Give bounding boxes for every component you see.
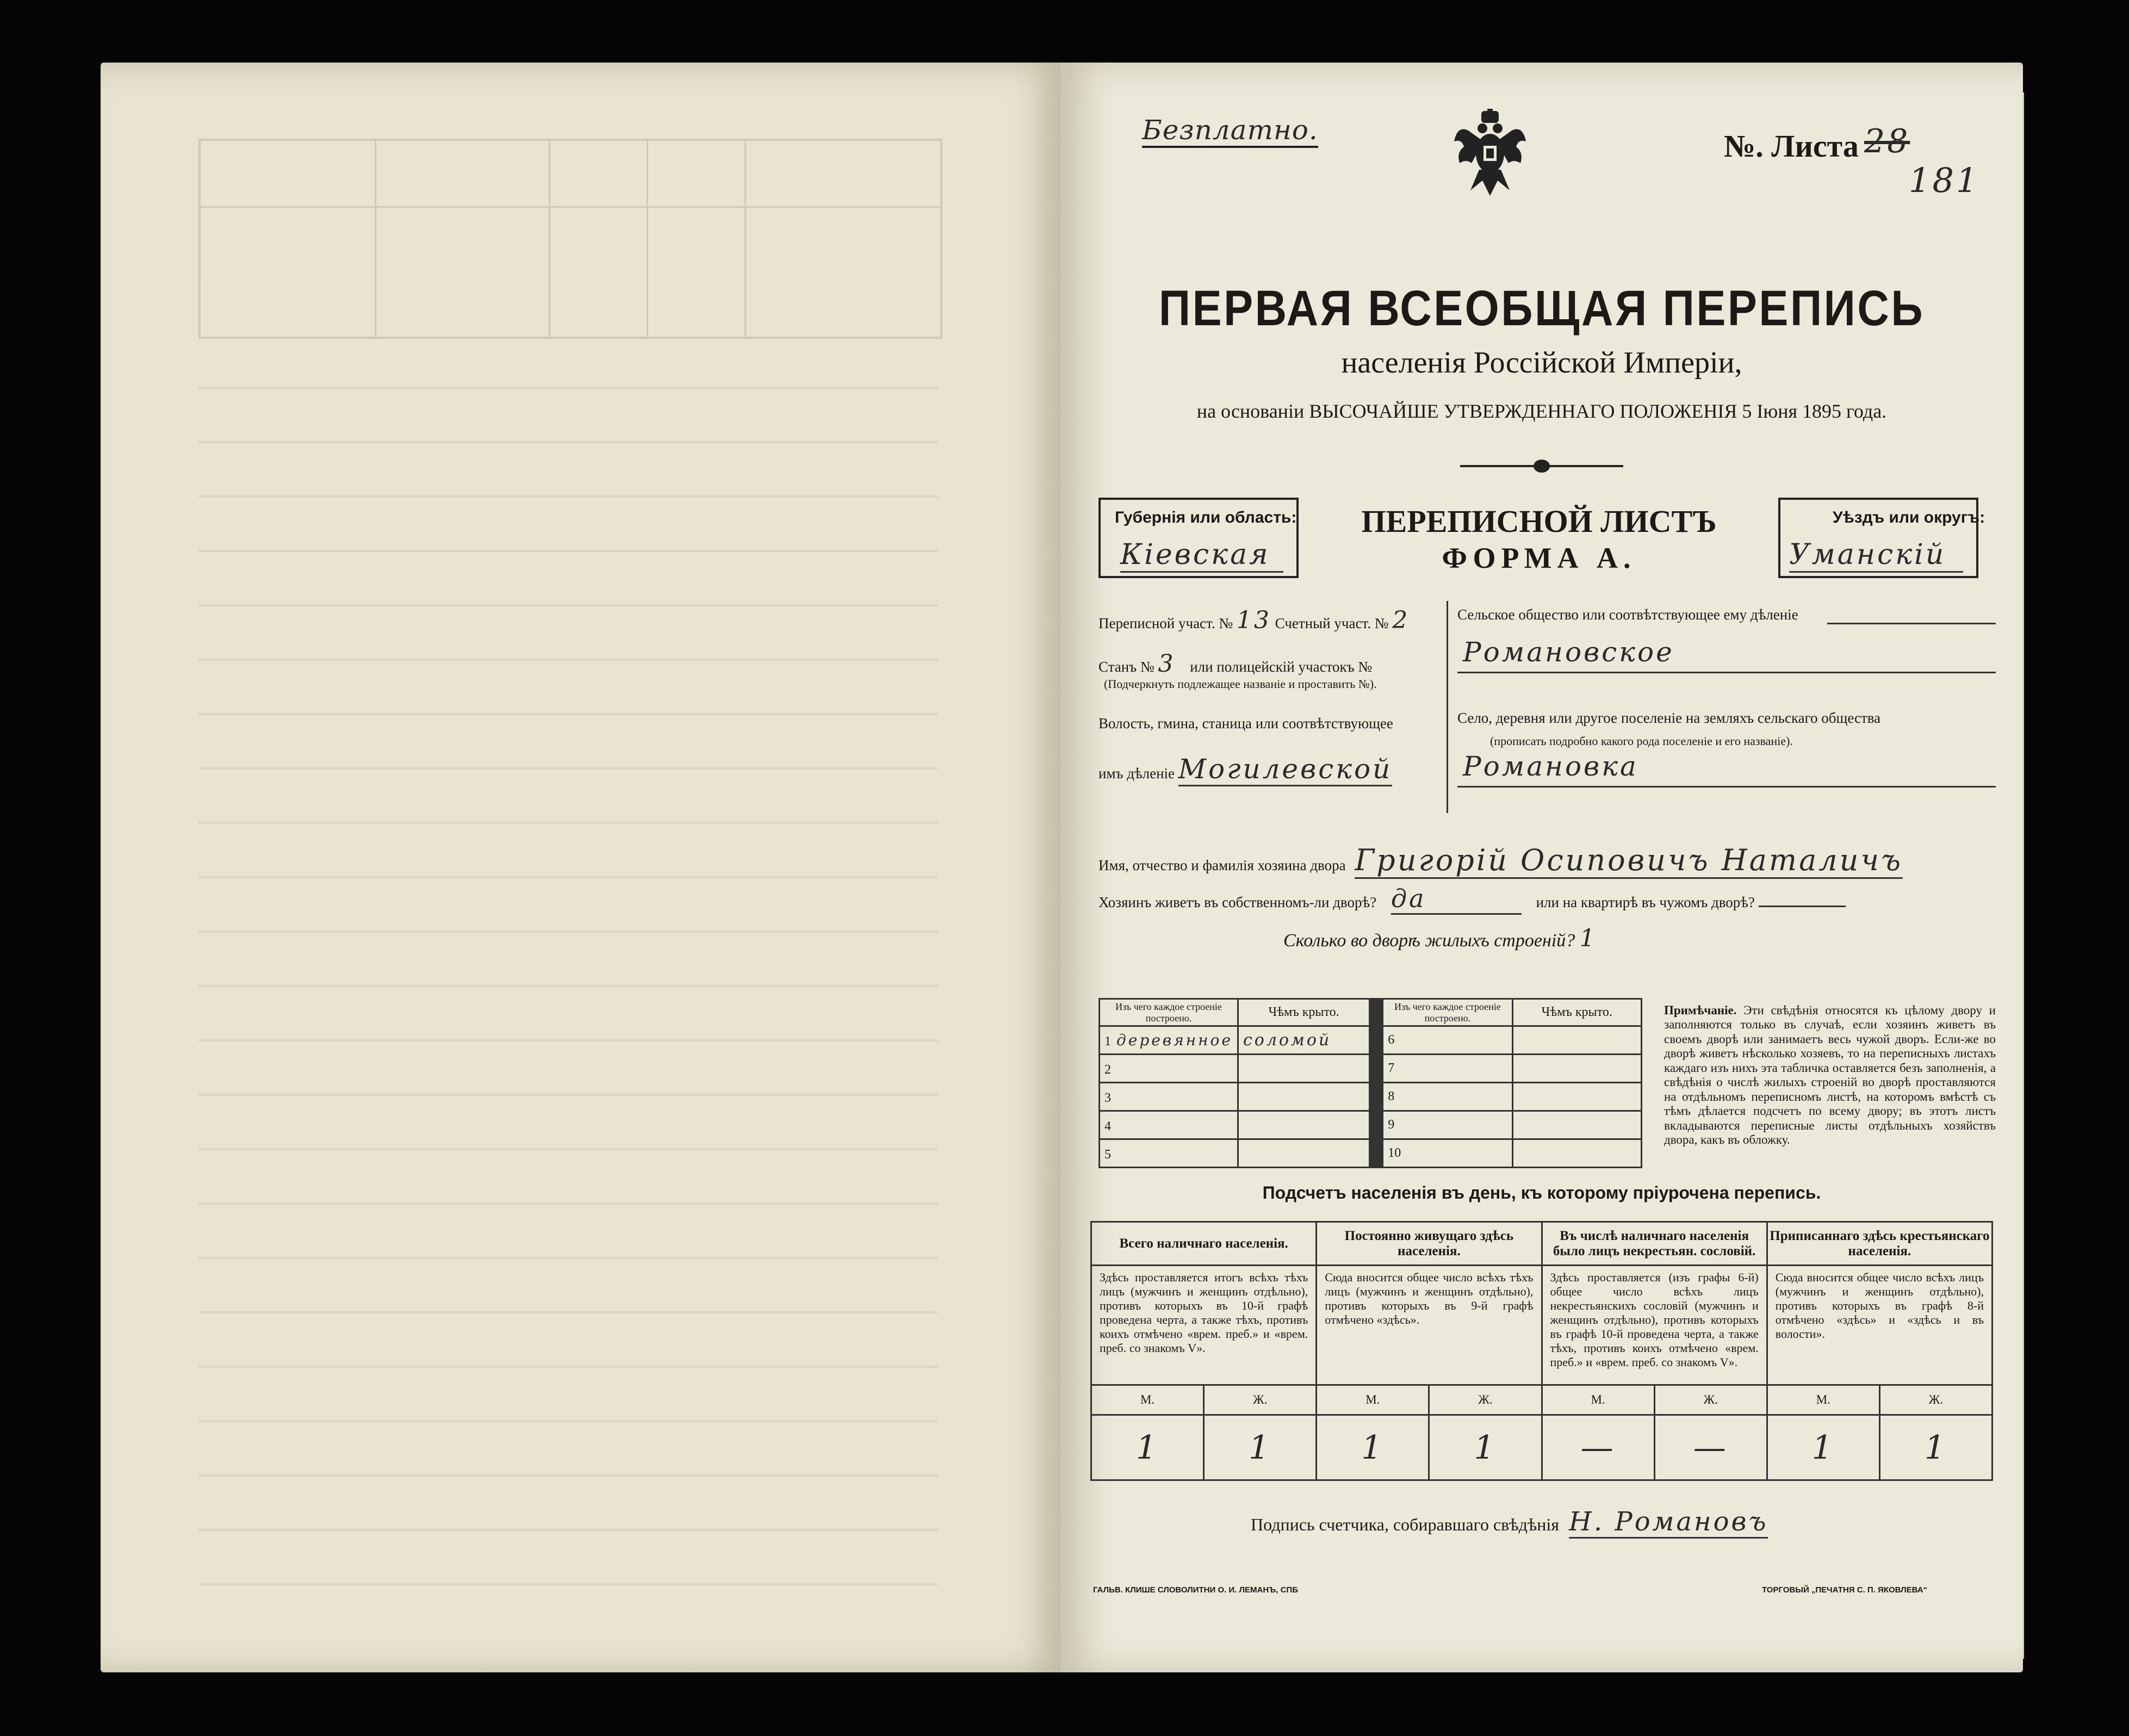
buildings-value: 1 xyxy=(1579,925,1597,952)
buildings-col-roof: Чѣмъ крыто. xyxy=(1238,999,1369,1026)
summary-count: 1 xyxy=(1204,1415,1317,1480)
buildings-row xyxy=(1100,1026,1642,1055)
form-subtitle: населенія Россійской Имперіи, xyxy=(1341,346,1742,380)
building-number xyxy=(1100,1055,1238,1083)
building-number: 3 xyxy=(1104,1091,1111,1105)
form-name-line1: ПЕРЕПИСНОЙ ЛИСТЪ xyxy=(1361,504,1717,539)
summary-col-desc: Здѣсь проставляется (изъ графы 6-й) общее число всѣхъ лицъ некрестьянскихъ сословій (мужчинъ и женщинъ отдѣльно), противъ которыхъ въ графѣ 10-й проведена черта, а также тѣхъ, противъ коихъ отмѣчено «врем. преб.» и «врем. преб. со знакомъ V». xyxy=(1542,1266,1767,1385)
left-page-ghost-table xyxy=(198,139,942,339)
building-roof xyxy=(1238,1139,1369,1168)
building-number: 8 xyxy=(1383,1083,1512,1111)
owner-value: Григорій Осиповичъ Наталичъ xyxy=(1355,843,1903,879)
footer-left: ГАЛЬВ. КЛИШЕ СЛОВОЛИТНИ О. И. ЛЕМАНЪ, СПБ xyxy=(1093,1585,1298,1595)
summary-sex-label: Ж. xyxy=(1654,1385,1767,1415)
buildings-row xyxy=(1100,1111,1642,1139)
building-number: 4 xyxy=(1104,1119,1111,1133)
summary-count: — xyxy=(1542,1415,1654,1480)
building-roof xyxy=(1512,1139,1642,1168)
summary-sex-label: М. xyxy=(1542,1385,1654,1415)
form-name-line2: ФОРМА А. xyxy=(1442,542,1636,574)
building-number: 9 xyxy=(1383,1111,1512,1139)
volost-label-1: Волость, гмина, станица или соотвѣтствующее xyxy=(1098,715,1393,731)
buildings-row xyxy=(1100,1083,1642,1111)
summary-col-title: Постоянно живущаго здѣсь населенія. xyxy=(1317,1222,1542,1266)
census-form-page xyxy=(1060,63,2023,1672)
summary-count: — xyxy=(1654,1415,1767,1480)
census-district-label: Переписной участ. № xyxy=(1098,615,1233,631)
summary-col-desc: Сюда вносится общее число всѣхъ тѣхъ лицъ (мужчинъ и женщинъ отдѣльно), противъ которыхъ въ 9-й графѣ отмѣчено «здѣсь». xyxy=(1317,1266,1542,1385)
owner-label: Имя, отчество и фамилія хозяина двора xyxy=(1098,857,1346,873)
summary-count: 1 xyxy=(1767,1415,1879,1480)
building-roof xyxy=(1238,1055,1369,1083)
building-number: 2 xyxy=(1104,1063,1111,1077)
summary-count: 1 xyxy=(1091,1415,1204,1480)
building-roof xyxy=(1512,1111,1642,1139)
left-page-ghost-lines xyxy=(198,334,938,1585)
population-summary-table xyxy=(1090,1221,1993,1481)
building-number: 1 xyxy=(1104,1034,1111,1049)
summary-col-desc: Здѣсь проставляется итогъ всѣхъ тѣхъ лицъ (мужчинъ и женщинъ отдѣльно), противъ которыхъ въ 10-й графѣ проведена черта, а также тѣхъ, противъ коихъ отмѣчено «врем. преб.» и «врем. преб. со знакомъ V». xyxy=(1091,1266,1317,1385)
free-label: Безплатно. xyxy=(1142,114,1318,148)
building-number: 10 xyxy=(1383,1139,1512,1168)
counting-district-label: Счетный участ. № xyxy=(1275,615,1389,631)
form-main-title: ПЕРВАЯ ВСЕОБЩАЯ ПЕРЕПИСЬ xyxy=(1158,281,1925,336)
buildings-col-roof-2: Чѣмъ крыто. xyxy=(1512,999,1642,1026)
sheet-number-alt: 181 xyxy=(1909,160,1980,200)
summary-count: 1 xyxy=(1317,1415,1429,1480)
summary-col-title: Приписаннаго здѣсь крестьянскаго населенія. xyxy=(1767,1222,1992,1266)
building-number: 6 xyxy=(1383,1026,1512,1055)
society-value: Романовское xyxy=(1463,636,1674,668)
uezd-label: Уѣздъ или округъ: xyxy=(1833,509,1985,526)
summary-col-title: Всего наличнаго населенія. xyxy=(1091,1222,1317,1266)
note-title: Примѣчаніе. xyxy=(1664,1003,1737,1017)
building-number: 5 xyxy=(1104,1148,1111,1162)
signature-label: Подпись счетчика, собиравшаго свѣдѣнія xyxy=(1251,1515,1560,1534)
village-note: (прописать подробно какого рода поселеніе и его названіе). xyxy=(1490,734,1793,748)
building-roof xyxy=(1238,1083,1369,1111)
building-number xyxy=(1100,1026,1238,1055)
summary-count: 1 xyxy=(1879,1415,1992,1480)
building-roof xyxy=(1238,1111,1369,1139)
summary-sex-label: Ж. xyxy=(1429,1385,1542,1415)
building-number xyxy=(1100,1111,1238,1139)
summary-sex-label: Ж. xyxy=(1879,1385,1992,1415)
building-roof xyxy=(1512,1083,1642,1111)
gubernia-label: Губернія или область: xyxy=(1115,509,1297,526)
building-number xyxy=(1100,1083,1238,1111)
summary-sex-label: М. xyxy=(1767,1385,1879,1415)
buildings-label: Сколько во дворѣ жилыхъ строеній? xyxy=(1283,931,1575,951)
stan-note: (Подчеркнуть подлежащее названіе и проставить №). xyxy=(1104,677,1377,691)
village-label: Село, деревня или другое поселеніе на земляхъ сельскаго общества xyxy=(1457,710,1881,726)
summary-col-title: Въ числѣ наличнаго населенія было лицъ некрестьян. сословій. xyxy=(1542,1222,1767,1266)
buildings-note xyxy=(1664,1003,1996,1147)
counting-district-value: 2 xyxy=(1392,606,1410,634)
signature-value: Н. Романовъ xyxy=(1569,1506,1768,1539)
left-page xyxy=(101,63,1063,1672)
census-district-value: 13 xyxy=(1236,606,1271,634)
volost-value: Могилевской xyxy=(1178,753,1392,786)
own-yard-label: Хозяинъ живетъ въ собственномъ-ли дворѣ? xyxy=(1098,894,1377,910)
summary-sex-label: Ж. xyxy=(1204,1385,1317,1415)
building-roof: соломой xyxy=(1238,1026,1369,1055)
form-basis: на основаніи ВЫСОЧАЙШЕ УТВЕРЖДЕННАГО ПОЛОЖЕНІЯ 5 Іюня 1895 года. xyxy=(1196,400,1887,422)
building-number: 7 xyxy=(1383,1055,1512,1083)
own-yard-value: да xyxy=(1391,884,1522,915)
coat-of-arms-icon xyxy=(1452,109,1528,201)
sheet-number-label: №. Листа xyxy=(1724,128,1859,164)
building-material: деревянное xyxy=(1116,1031,1233,1049)
footer-right: ТОРГОВЫЙ „ПЕЧАТНЯ С. П. ЯКОВЛЕВА“ xyxy=(1762,1585,1928,1595)
summary-count: 1 xyxy=(1429,1415,1542,1480)
building-roof xyxy=(1512,1055,1642,1083)
summary-sex-label: М. xyxy=(1317,1385,1429,1415)
village-value: Романовка xyxy=(1463,751,1638,782)
police-label: или полицейскій участокъ № xyxy=(1190,659,1373,675)
building-roof xyxy=(1512,1026,1642,1055)
buildings-row xyxy=(1100,1139,1642,1168)
building-number xyxy=(1100,1139,1238,1168)
buildings-table xyxy=(1098,998,1642,1168)
buildings-col-material: Изъ чего каждое строеніе построено. xyxy=(1100,999,1238,1026)
uezd-value: Уманскій xyxy=(1789,538,1963,573)
note-text: Эти свѣдѣнія относятся къ цѣлому двору и заполняются только въ случаѣ, если хозяинъ живетъ въ своемъ дворѣ или занимаетъ весь чужой дворъ. Если-же во дворѣ живетъ нѣсколько хозяевъ, то на переписныхъ листахъ каждаго изъ нихъ эта табличка оставляется безъ заполненія, а свѣдѣнія о числѣ жилыхъ строеній во дворѣ проставляются на отдѣльномъ переписномъ листѣ, на которомъ вмѣстѣ съ тѣмъ дѣлается подсчетъ по всему двору; въ этотъ листъ вкладываются переписные листы отдѣльныхъ хозяйствъ двора, какъ въ обложку. xyxy=(1664,1003,1996,1146)
rent-label: или на квартирѣ въ чужомъ дворѣ? xyxy=(1536,894,1755,910)
sheet-number-value: 28 xyxy=(1864,122,1910,160)
stan-label: Станъ № xyxy=(1098,659,1154,675)
buildings-col-material-2: Изъ чего каждое строеніе построено. xyxy=(1383,999,1512,1026)
stan-value: 3 xyxy=(1158,650,1176,678)
gubernia-value: Кіевская xyxy=(1120,538,1283,573)
buildings-row xyxy=(1100,1055,1642,1083)
society-label: Сельское общество или соотвѣтствующее ему дѣленіе xyxy=(1457,606,1798,623)
summary-col-desc: Сюда вносится общее число всѣхъ лицъ (мужчинъ и женщинъ отдѣльно), противъ которыхъ въ графѣ 8-й отмѣчено «здѣсь» и «здѣсь и въ волости». xyxy=(1767,1266,1992,1385)
field-block-divider xyxy=(1447,601,1448,813)
volost-label-2: имъ дѣленіе xyxy=(1098,765,1175,782)
summary-heading: Подсчетъ населенія въ день, къ которому пріурочена перепись. xyxy=(1262,1183,1821,1202)
summary-sex-label: М. xyxy=(1091,1385,1204,1415)
